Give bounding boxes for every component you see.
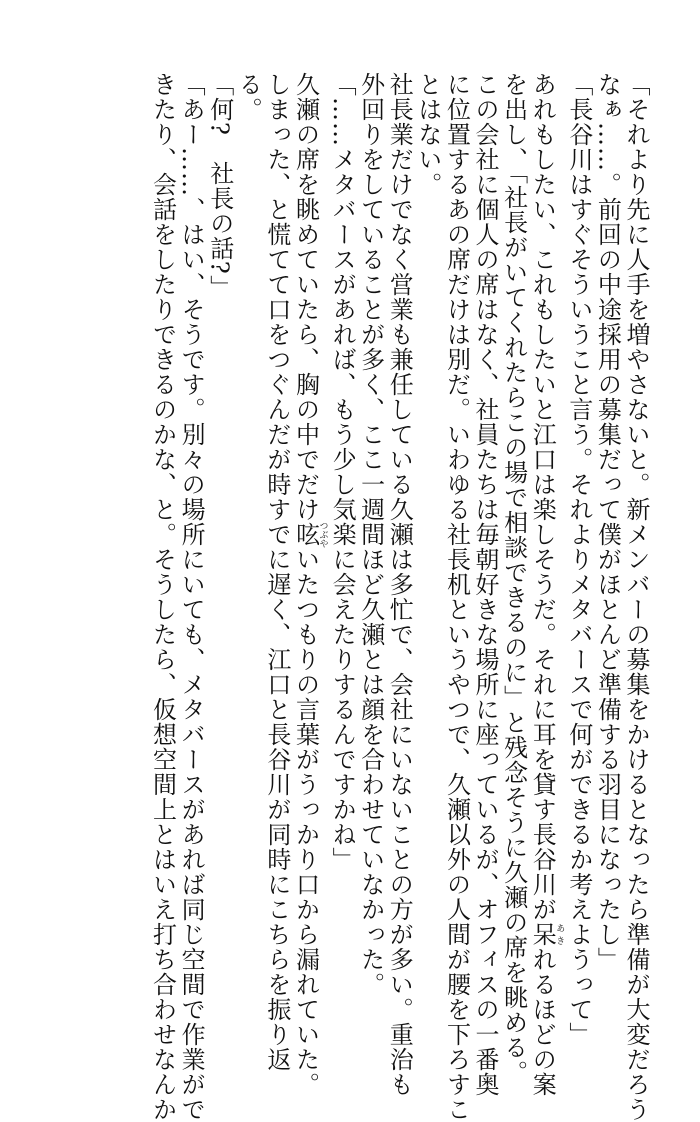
ruby-akire bbox=[528, 922, 565, 947]
text-line-15: 「何? 社長の話?」 bbox=[205, 72, 234, 300]
text-line-17: きたり、会話をしたりできるのかな、と。そうしたら、仮想空間上とはいえ打ち合わせなんか bbox=[148, 72, 177, 1122]
ruby-tsubuya bbox=[291, 521, 328, 548]
text-line-4-post: れるほどの案 bbox=[528, 947, 557, 1097]
text-line-9: 社長業だけでなく営業も兼任している久瀬は多忙で、会社にいないことの方が多い。重治も bbox=[385, 72, 414, 1097]
ruby-reading-tsubuya: つぶや bbox=[317, 521, 328, 548]
text-line-8: とはない。 bbox=[413, 72, 442, 197]
text-line-1: 「それより先に人手を増やさないと。新メンバーの募集をかけるとなったら準備が大変だろう bbox=[622, 72, 650, 1122]
text-line-12 bbox=[291, 72, 328, 1097]
ruby-base-akire: 呆 bbox=[528, 922, 557, 947]
text-line-12-pre: 久瀬の席を眺めていたら、胸の中でだけ bbox=[291, 72, 320, 522]
text-line-11: 「……メタバースがあれば、もう少し気楽に会えたりするんですかね」 bbox=[328, 72, 357, 872]
ruby-base-tsubuya: 呟 bbox=[291, 521, 320, 548]
text-line-16: 「あー……、はい、そうです。別々の場所にいても、メタバースがあれば同じ空間で作業がで bbox=[177, 72, 206, 1122]
text-line-6: この会社に個人の席はなく、社員たちは毎朝好きな場所に座っているが、オフィスの一番奥 bbox=[471, 72, 500, 1097]
text-line-4-pre: あれもしたい、これもしたいと江口は楽しそうだ。それに耳を貸す長谷川が bbox=[528, 72, 557, 922]
ruby-reading-akire: あき bbox=[554, 922, 565, 947]
vertical-text-body bbox=[148, 72, 650, 1122]
text-line-10: 外回りをしていることが多く、ここ一週間ほど久瀬とは顔を合わせていなかった。 bbox=[356, 72, 385, 997]
text-line-4 bbox=[528, 72, 565, 1097]
text-line-7: に位置するあの席だけは別だ。いわゆる社長机というやつで、久瀬以外の人間が腰を下ろすこ bbox=[442, 72, 471, 1122]
text-line-13: しまった、と慌てて口をつぐんだが時すでに遅く、江口と長谷川が同時にこちらを振り返 bbox=[262, 72, 291, 1072]
text-line-14: る。 bbox=[234, 72, 263, 122]
text-line-2: なぁ……。前回の中途採用の募集だって僕がほとんど準備する羽目になったし」 bbox=[593, 72, 622, 972]
text-line-5: を出し、「社長がいてくれたらこの場で相談できるのに」と残念そうに久瀬の席を眺める。 bbox=[499, 72, 528, 1085]
text-line-12-post: いたつもりの言葉がうっかり口から漏れていた。 bbox=[291, 547, 320, 1097]
text-line-3: 「長谷川はすぐそういうこと言う。それよりメタバースで何ができるか考えようって」 bbox=[564, 72, 593, 1047]
